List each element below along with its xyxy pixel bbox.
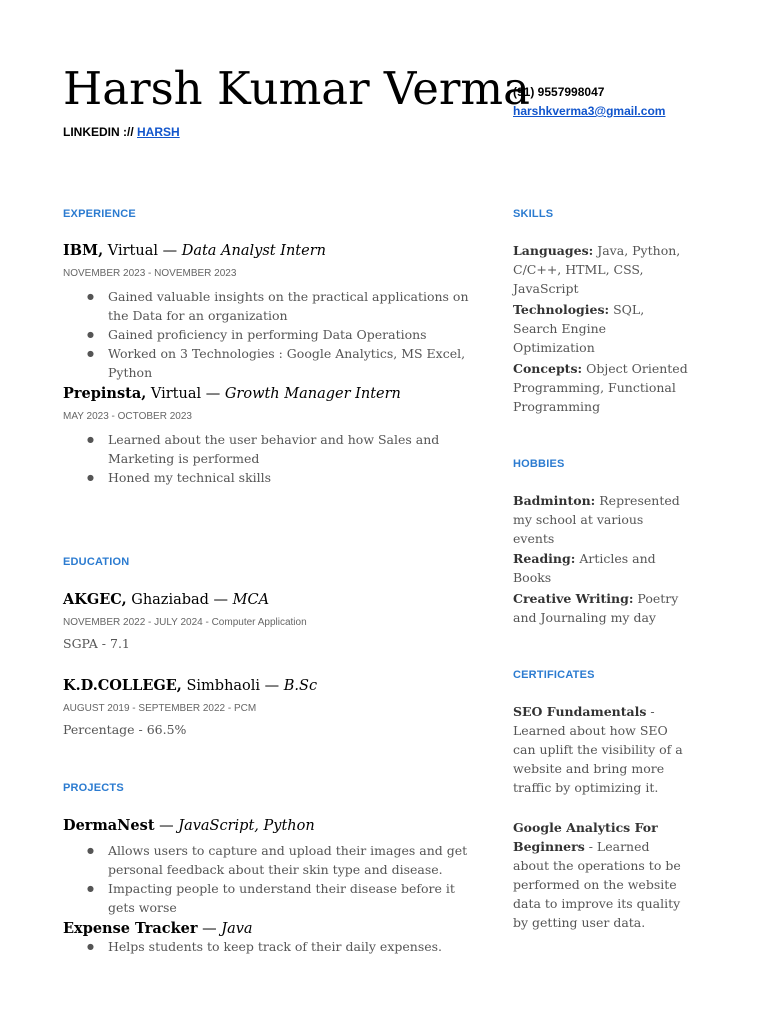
email-link[interactable]: harshkverma3@gmail.com: [513, 104, 666, 118]
hobby-item-creative-writing: [513, 589, 688, 627]
phone-number: (91) 9557998047: [513, 85, 605, 99]
project-name: Expense Tracker: [63, 920, 198, 937]
experience-org: Prepinsta,: [63, 385, 147, 402]
project-title-dermanest: [63, 817, 315, 834]
experience-title-ibm: [63, 242, 326, 259]
list-item: ● Gained valuable insights on the practical applications on the Data for an organization: [108, 287, 478, 325]
list-item: ● Impacting people to understand their disease before it gets worse: [108, 879, 478, 917]
hobby-item-badminton: [513, 491, 688, 548]
skills-heading: SKILLS: [513, 208, 554, 220]
list-item: ● Worked on 3 Technologies : Google Analytics, MS Excel, Python: [108, 344, 478, 382]
skill-item-languages: [513, 241, 688, 298]
experience-bullets: [63, 287, 478, 382]
hobby-text: Poetry and Journaling my day: [513, 591, 679, 625]
contact-info: [513, 83, 665, 121]
education-degree: B.Sc: [283, 678, 318, 694]
experience-role: Growth Manager Intern: [224, 386, 401, 402]
experience-location: Virtual —: [103, 243, 178, 259]
project-name: DermaNest: [63, 817, 155, 834]
education-heading: EDUCATION: [63, 556, 130, 568]
project-bullets: [63, 937, 478, 956]
experience-role: Data Analyst Intern: [181, 243, 326, 259]
hobby-text: Articles and Books: [513, 551, 656, 585]
certificate-text: - Learned about how SEO can uplift the visibility of a website and bring more traffic by optimizing it.: [513, 704, 683, 795]
certificate-label: SEO Fundamentals: [513, 704, 647, 719]
candidate-name: Harsh Kumar Verma: [63, 62, 530, 115]
skill-label: Concepts:: [513, 361, 583, 376]
list-item: ● Allows users to capture and upload their images and get personal feedback about their skin type and disease.: [108, 841, 478, 879]
linkedin-label: LINKEDIN ://: [63, 125, 134, 139]
skill-text: SQL, Search Engine Optimization: [513, 302, 645, 355]
experience-heading: EXPERIENCE: [63, 208, 136, 220]
experience-dates: NOVEMBER 2023 - NOVEMBER 2023: [63, 268, 237, 279]
list-item: ● Gained proficiency in performing Data Operations: [108, 325, 478, 344]
experience-org: IBM,: [63, 242, 104, 259]
certificates-heading: CERTIFICATES: [513, 669, 595, 681]
education-dates: NOVEMBER 2022 - JULY 2024 - Computer Application: [63, 617, 307, 628]
hobbies-heading: HOBBIES: [513, 458, 565, 470]
experience-title-prepinsta: [63, 385, 401, 402]
skill-item-technologies: [513, 300, 688, 357]
education-org: K.D.COLLEGE,: [63, 677, 182, 694]
project-stack: JavaScript, Python: [178, 818, 315, 834]
education-location: Simbhaoli —: [181, 678, 280, 694]
project-separator: —: [154, 818, 174, 834]
project-title-expense-tracker: [63, 920, 253, 937]
skill-item-concepts: [513, 359, 688, 416]
project-stack: Java: [221, 921, 253, 937]
certificate-item-seo: [513, 702, 688, 797]
hobby-item-reading: [513, 549, 688, 587]
list-item: ● Honed my technical skills: [108, 468, 478, 487]
education-title-akgec: [63, 591, 269, 608]
experience-location: Virtual —: [146, 386, 221, 402]
education-degree: MCA: [232, 592, 270, 608]
education-location: Ghaziabad —: [126, 592, 229, 608]
hobby-label: Reading:: [513, 551, 576, 566]
skill-label: Technologies:: [513, 302, 610, 317]
education-detail: SGPA - 7.1: [63, 636, 130, 651]
project-separator: —: [197, 921, 217, 937]
education-org: AKGEC,: [63, 591, 127, 608]
skill-text: Java, Python, C/C++, HTML, CSS, JavaScript: [513, 243, 681, 296]
experience-dates: MAY 2023 - OCTOBER 2023: [63, 411, 192, 422]
certificate-item-google-analytics: [513, 818, 688, 932]
skill-label: Languages:: [513, 243, 594, 258]
skill-text: Object Oriented Programming, Functional Programming: [513, 361, 688, 414]
hobby-label: Badminton:: [513, 493, 596, 508]
education-detail: Percentage - 66.5%: [63, 722, 187, 737]
certificate-label: Google Analytics For Beginners: [513, 820, 658, 854]
education-title-kdcollege: [63, 677, 317, 694]
list-item: ● Helps students to keep track of their daily expenses.: [108, 937, 478, 956]
hobby-text: Represented my school at various events: [513, 493, 680, 546]
projects-heading: PROJECTS: [63, 782, 124, 794]
linkedin-line: [63, 125, 180, 139]
certificate-text: - Learned about the operations to be performed on the website data to improve its quality by getting user data.: [513, 839, 681, 930]
education-dates: AUGUST 2019 - SEPTEMBER 2022 - PCM: [63, 703, 257, 714]
project-bullets: [63, 841, 478, 917]
list-item: ● Learned about the user behavior and how Sales and Marketing is performed: [108, 430, 478, 468]
hobby-label: Creative Writing:: [513, 591, 634, 606]
linkedin-link[interactable]: HARSH: [137, 125, 180, 139]
experience-bullets: [63, 430, 478, 487]
